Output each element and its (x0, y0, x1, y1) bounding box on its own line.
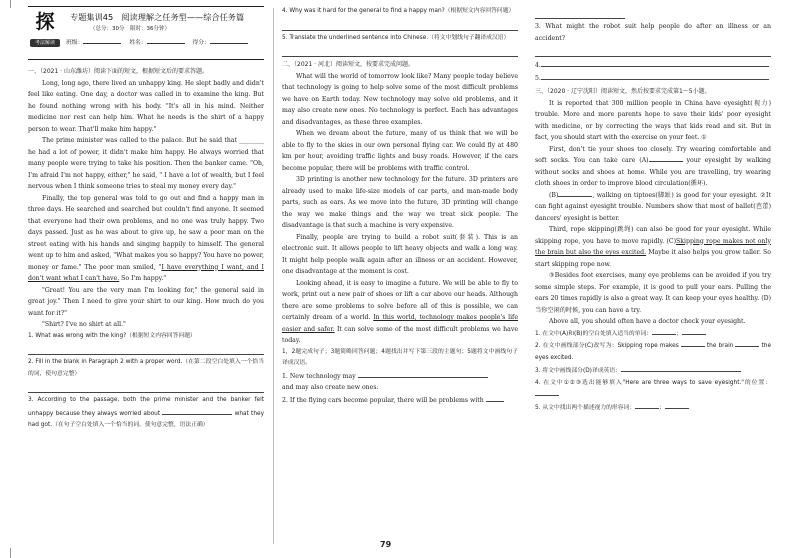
s1-question-5: 5. Translate the underlined sentence into Chinese.（将文中划线句子翻译成汉语） (282, 34, 510, 41)
answer-blank[interactable] (358, 370, 488, 378)
section3-heading: 三、（2020 · 辽宁沈阳）阅读短文，然后按要求完成第1～5小题。 (535, 88, 711, 95)
s2-paragraph-5-text: Looking ahead, it is easy to imagine a future. We will be able to fly to work, print out a new pair of shoes or lift a car above our heads. Although there are some problems to solve before all of this is possible, we can certainly dream of a world. (282, 279, 518, 321)
s3-question-1-text: 1. 在文中(A)和(B)的空白处填入适当的单词： (535, 330, 653, 337)
blank-b[interactable] (558, 190, 592, 197)
underlined-sentence-2: In this world, technology makes people's life easier and safer. (282, 314, 519, 333)
s3-paragraph-3 (535, 190, 771, 225)
section2-heading: 二、（2021 · 河北）阅读短文，按要求完成问题。 (282, 61, 414, 68)
answer-blank[interactable] (486, 394, 504, 402)
answer-line[interactable] (535, 8, 625, 19)
s2-question-1 (282, 370, 518, 383)
s2-question-1-text: 1. New technology may (282, 372, 356, 380)
s3-question-4 (535, 378, 771, 402)
s1-paragraph-3-tail: So I'm happy." (119, 275, 167, 282)
answer-blank[interactable] (681, 340, 705, 347)
logo-char: 探 (35, 11, 55, 33)
crop-mark-top (10, 0, 11, 8)
s2-question-4-label: 4. (535, 62, 541, 69)
s3-question-2-mid: the brain (706, 343, 734, 349)
s2-question-3: 3. What might the robot suit help people do after an illness or an accident? (535, 23, 771, 42)
s3-question-3 (535, 364, 771, 378)
s3-paragraph-4-text: Third, rope skipping(跳绳) can also be good for your eyesight. While skipping rope, you have to move rapidly. (C) (535, 226, 771, 245)
s3-paragraph-3-label: (B) (549, 191, 559, 199)
s3-question-2 (535, 340, 771, 364)
s2-paragraph-2: When we dream about the future, many of us think that we will be able to fly to the skies in our own personal flying car. We could fly at 480 km per hour, avoiding traffic lights and busy roads. However, if the cars become popular, there will be problems with traffic control. (282, 130, 518, 172)
s1-paragraph-1: Long, long ago, there lived an unhappy king. He slept badly and didn't feel like eating. One day, a doctor was called in to examine the king. But he found nothing wrong with his body. "It's all in his mind. Neither medicine nor rest can help him. What he needs is the shirt of a happy person to wear. That'll make him happy." (28, 79, 264, 133)
score-label: 得分： (192, 40, 210, 46)
answer-blank[interactable] (535, 389, 559, 396)
s3-paragraph-6: Above all, you should often have a doctor check your eyesight. (549, 318, 746, 325)
answer-line[interactable] (282, 46, 518, 57)
s1-paragraph-5: "Shirt? I've no shirt at all." (42, 321, 126, 328)
s1-paragraph-2: The prime minister was called to the palace. But he said that ________ he had a lot of power, it didn't make him happy. He always worried that many people were trying to take his position. Then the banker came. "Oh, I'm afraid I'm not happy, either," he said, " I have a lot of wealth, but I feel nervous when I think someone tries to steal my money every day." (28, 137, 264, 190)
answer-line[interactable] (28, 344, 264, 355)
s3-question-5: 5. 从文中找出两个描述视力的形容词： ； (535, 402, 771, 415)
s3-paragraph-2 (535, 144, 771, 190)
page-number: 79 (380, 540, 392, 549)
s1-question-2: 2. Fill in the blank in Paragraph 2 with a proper word.（在第二段空白处填入一个恰当的词，使句意完整） (28, 359, 264, 377)
answer-blank[interactable] (541, 72, 769, 80)
s2-instruction: 1，2题完成句子；3题简略回答问题；4题找出并写下第三段的主题句；5题将文中画线句子译成汉语。 (282, 348, 518, 366)
s2-paragraph-3: 3D printing is another new technology for the future. 3D printers are already used to make life-size models of car parts, and man-made body parts, such as ears. As we move into the future, 3D printing will change the way we make things and the way we treat sick people. The disadvantage is that such a machine is very expensive. (282, 176, 518, 229)
s2-paragraph-5-tail: It can solve some of the most difficult problems we have today. (282, 325, 518, 344)
s3-paragraph-2-text: First, don't tie your shoes too closely. Try wearing comfortable and soft socks. You can take care (A) (535, 145, 771, 164)
s1-question-3-text: 3. According to the passage, both the prime minister and the banker felt unhappy because they always worried about (28, 397, 264, 417)
logo-tag: 考法解读 (30, 39, 60, 47)
crop-mark-bottom (10, 548, 11, 558)
answer-line[interactable] (282, 20, 518, 31)
column-middle (282, 6, 518, 406)
section1-heading: 一、（2021 · 山东潍坊）阅读下面的短文，根据短文后的要求答题。 (28, 68, 208, 75)
answer-blank[interactable] (665, 402, 689, 409)
answer-blank[interactable] (162, 407, 232, 415)
answer-line[interactable] (535, 46, 771, 57)
underlined-sentence-c: Skipping rope makes not only the brain but also the eyes excited. (535, 237, 771, 256)
underlined-sentence-1: I have everything I want, and I don't want what I can't have. (28, 263, 264, 282)
s3-question-4-text: 4. 在文中①②③选出能够填入"Here are three ways to save eyesight."的位置： (535, 379, 771, 386)
answer-blank[interactable] (635, 402, 659, 409)
score-time-info: （总分：30分 限时：36分钟） (90, 26, 170, 32)
column-divider (273, 8, 274, 544)
s3-paragraph-4-tail: Maybe it also helps you grow taller. So start skipping rope now. (535, 249, 771, 268)
s2-paragraph-4: Finally, people are trying to build a robot suit(套装). This is an electronic suit. It allows people to lift heavy objects and walk a long way. It might help people walk again after an illness or an accident. However, one disadvantage at the moment is cost. (282, 233, 518, 275)
s3-question-3-text: 3. 将文中画线部分(D)译成英语： (535, 368, 621, 374)
s2-question-2-text: 2. If the flying cars become popular, there will be problems with (282, 396, 484, 404)
page-title: 专题集训45 阅读理解之任务型——综合任务篇 (70, 12, 245, 22)
answer-blank[interactable] (621, 364, 741, 372)
class-label: 班级： (66, 40, 84, 46)
s1-question-3-tail: what they had got.（在句子空白处填入一个恰当的词，使句意完整，语法正确） (28, 410, 265, 428)
s3-paragraph-1: It is reported that 300 million people in China have eyesight(视力) trouble. More and more parents hope to save their kids' poor eyesight with medicine, or by correcting the ways that kids read and sit. But in fact, you should start with the exercise on your feet. ① (535, 99, 771, 141)
blank-a[interactable] (649, 155, 683, 162)
answer-blank[interactable] (541, 59, 769, 67)
answer-blank[interactable] (735, 340, 759, 347)
s3-question-2-text: 2. 在文中画线部分(C)改写为：Skipping rope makes (535, 343, 679, 349)
s1-paragraph-4: "Great! You are the very man I'm looking for," the general said in great joy." Then I need to give your shirt to our king. How much do you want for it?" (28, 286, 264, 317)
name-label: 姓名： (129, 40, 147, 46)
logo (30, 11, 60, 55)
s3-paragraph-3-text: , walking on tiptoes(脚趾) is good for your eyesight. ②It can fight against eyesight trouble. Numbers show that most of ballet(芭蕾) dancers' eyesight is better. (535, 191, 771, 222)
s3-question-5-text: 5. 从文中找出两个描述视力的形容词： (535, 404, 636, 411)
s2-paragraph-1: What will the world of tomorrow look like? Many people today believe that technology is going to help solve some of the most difficult problems we have on Earth today. New technology may solve old problems, and it may also create new ones. No technology is perfect. Each has advantages and disadvantages, as these three examples. (282, 72, 518, 126)
s3-paragraph-4 (535, 224, 771, 270)
column-right (535, 6, 771, 414)
answer-line[interactable] (28, 382, 264, 393)
s2-question-1-cont: and may also create new ones. (282, 384, 379, 391)
s1-question-1: 1. What was wrong with the king?（根据短文内容回答问题） (28, 332, 196, 339)
s3-question-1: 1. 在文中(A)和(B)的空白处填入适当的单词： ； (535, 328, 771, 341)
s1-question-4: 4. Why was it hard for the general to find a happy man?（根据短文内容回答问题） (282, 8, 515, 14)
column-left (28, 6, 264, 432)
answer-blank[interactable] (652, 328, 676, 335)
class-field[interactable] (83, 37, 121, 44)
s3-paragraph-5: ③Besides foot exercises, many eye problems can be avoided if you try some simple steps. For example, it is good to pull your ears. Pulling the ears 20 times rapidly is also a great way. It can keep your eyes healthy. (D)当你空闲的时候, you can have a try. (535, 272, 771, 314)
name-field[interactable] (147, 37, 185, 44)
s2-question-5 (535, 72, 771, 85)
s1-paragraph-3-text: Finally, the top general was told to go out and find a happy man in three days. He searched and searched but couldn't find anyone. It seemed that everyone had their own problems, and no one was truly happy. Two days passed. Just as he was about to give up, he saw a poor man on the street eating with his hands and singing happily to himself. The general went up to him and asked, "What makes you so happy? You have no power, money or fame." The poor man smiled, " (28, 194, 264, 271)
score-field[interactable] (210, 37, 248, 44)
s3-question-2-tail: the eyes excited. (535, 343, 772, 361)
worksheet-header (28, 6, 264, 60)
s2-paragraph-5 (282, 278, 518, 347)
student-fields (66, 37, 254, 48)
s2-question-5-label: 5. (535, 74, 541, 82)
answer-blank[interactable] (682, 328, 706, 335)
s1-paragraph-3 (28, 193, 264, 285)
s2-question-2 (282, 394, 518, 407)
s1-question-3 (28, 395, 264, 432)
s3-paragraph-2-tail: your eyesight by walking without socks and shoes at home. While you are travelling, try wearing cloth shoes in order to improve blood circulation(循环). (535, 157, 771, 187)
s2-question-4 (535, 59, 771, 72)
